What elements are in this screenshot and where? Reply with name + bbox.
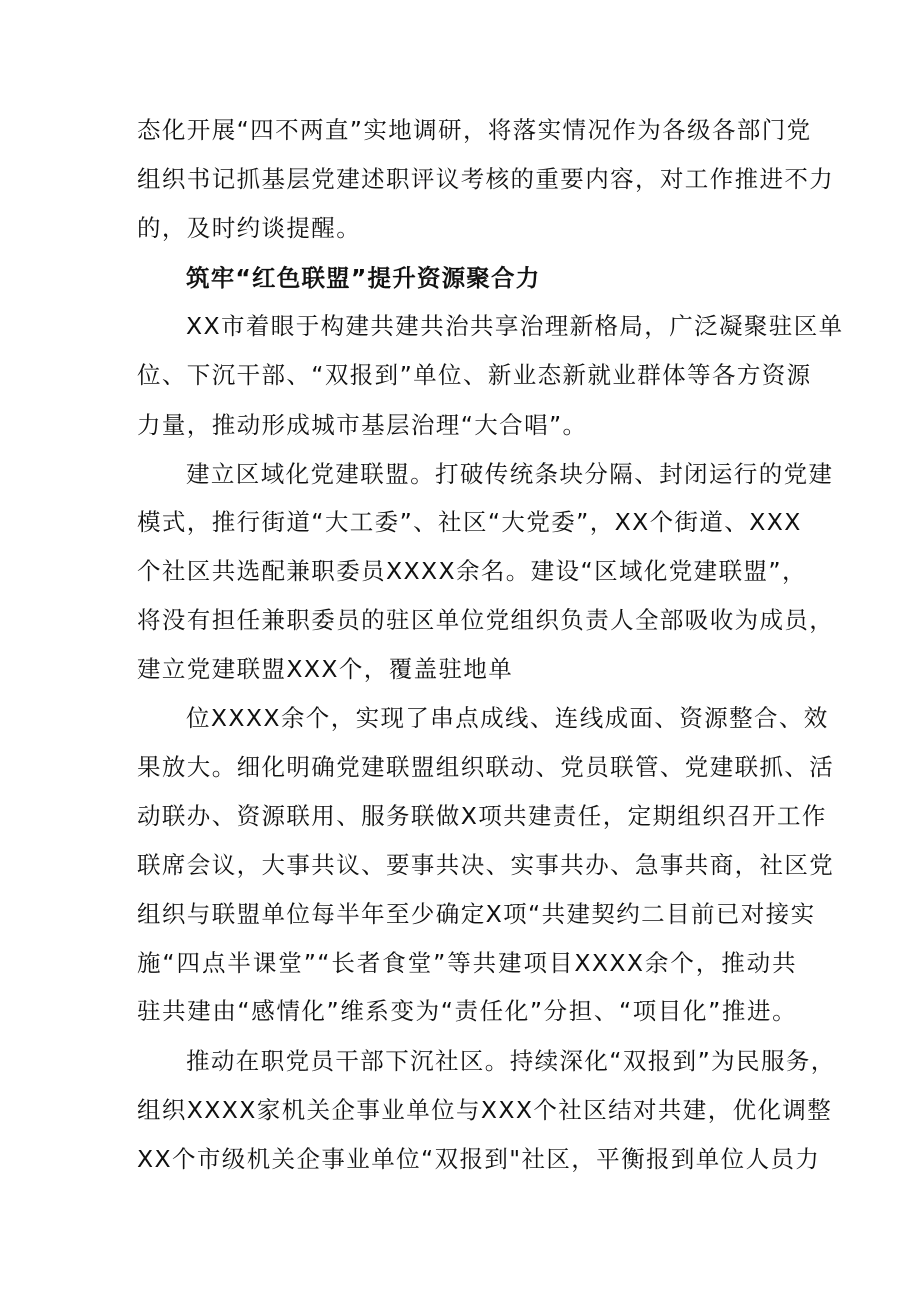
paragraph-line: 个社区共选配兼职委员XXXX余名。建设“区域化党建联盟”， bbox=[137, 557, 807, 585]
paragraph-line: 位、下沉干部、“双报到”单位、新业态新就业群体等各方资源 bbox=[137, 361, 812, 389]
paragraph-line: 果放大。细化明确党建联盟组织联动、党员联管、党建联抓、活 bbox=[137, 753, 835, 781]
paragraph-line: 建立区域化党建联盟。打破传统条块分隔、封闭运行的党建 bbox=[186, 460, 834, 488]
paragraph-line: 的，及时约谈提醒。 bbox=[137, 214, 362, 242]
paragraph-line: 力量，推动形成城市基层治理“大合唱”。 bbox=[137, 411, 588, 439]
paragraph-line: XX个市级机关企事业单位“双报到"社区，平衡报到单位人员力 bbox=[137, 1145, 821, 1173]
paragraph-line: 组织与联盟单位每半年至少确定X项“共建契约二目前已对接实 bbox=[137, 900, 816, 928]
paragraph-line: 组织XXXX家机关企事业单位与XXX个社区结对共建，优化调整 bbox=[137, 1096, 833, 1124]
paragraph-line: 联席会议，大事共议、要事共决、实事共办、急事共商，社区党 bbox=[137, 851, 835, 879]
paragraph-line: 态化开展“四不两直”实地调研，将落实情况作为各级各部门党 bbox=[137, 116, 812, 144]
paragraph-line: 动联办、资源联用、服务联做X项共建责任，定期组织召开工作 bbox=[137, 802, 827, 830]
paragraph-line: 推动在职党员干部下沉社区。持续深化“双报到”为民服务， bbox=[186, 1047, 836, 1075]
paragraph-line: 将没有担任兼职委员的驻区单位党组织负责人全部吸收为成员， bbox=[137, 606, 835, 634]
paragraph-line: 模式，推行街道“大工委”、社区“大党委”，XX个街道、XXX bbox=[137, 508, 802, 536]
paragraph-line: 施“四点半课堂”“长者食堂”等共建项目XXXX余个，推动共 bbox=[137, 949, 797, 977]
paragraph-line: 位XXXX余个，实现了串点成线、连线成面、资源整合、效 bbox=[186, 704, 829, 732]
paragraph-line: 建立党建联盟XXX个，覆盖驻地单 bbox=[137, 655, 514, 683]
section-heading: 筑牢“红色联盟”提升资源聚合力 bbox=[186, 264, 541, 292]
paragraph-line: 驻共建由“感情化”维系变为“责任化”分担、“项目化”推进。 bbox=[137, 997, 797, 1025]
paragraph-line: 组织书记抓基层党建述职评议考核的重要内容，对工作推进不力 bbox=[137, 165, 835, 193]
paragraph-line: XX市着眼于构建共建共治共享治理新格局，广泛凝聚驻区单 bbox=[186, 312, 844, 340]
